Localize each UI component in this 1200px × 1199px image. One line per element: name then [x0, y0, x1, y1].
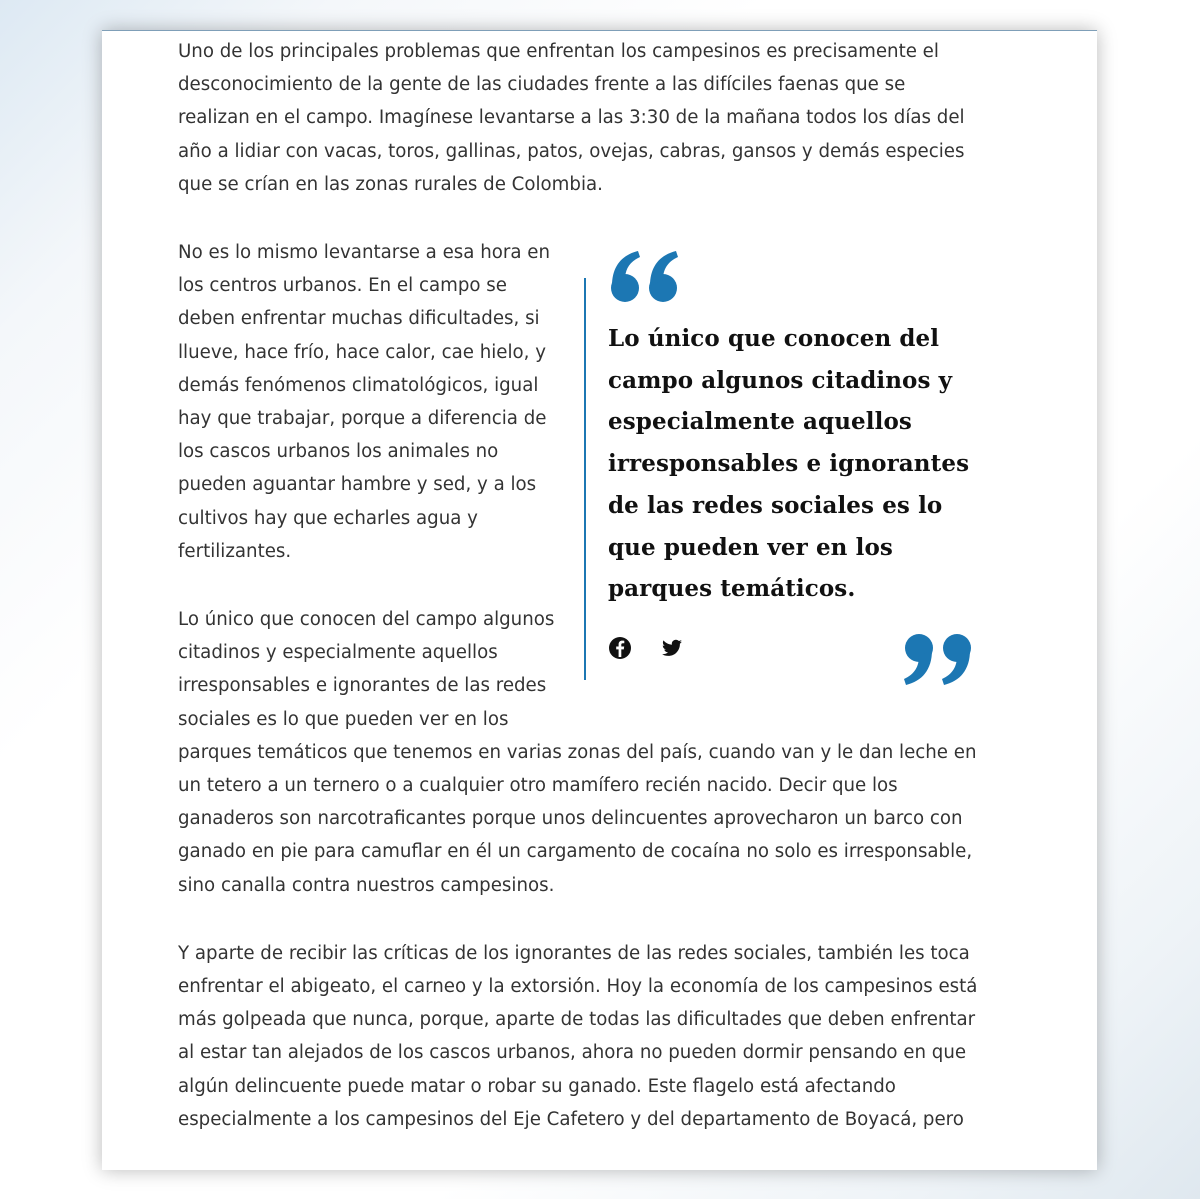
article-sheet: [102, 30, 1097, 1170]
article-paragraph-3: Lo único que conocen del campo algunos citadinos y especialmente aquellos irresponsables e ignorantes de las redes sociales es lo que pueden ver en los parques temáticos que tenemos en varias zonas del país, cuando van y le dan leche en un tetero a un ternero o a cualquier otro mamífero recién nacido. Decir que los ganaderos son narcotraficantes porque unos delincuentes aprovecharon un barco con ganado en pie para camuflar en él un cargamento de cocaína no solo es irresponsable, sino canalla contra nuestros campesinos.: [178, 609, 977, 896]
pullquote: [584, 278, 978, 680]
quote-open-icon: [608, 250, 684, 304]
article-paragraph-2: No es lo mismo levantarse a esa hora en los centros urbanos. En el campo se deben enfrentar muchas dificultades, si llueve, hace frío, hace calor, cae hielo, y demás fenómenos climatológicos, igual hay que trabajar, porque a diferencia de los cascos urbanos los animales no pueden aguantar hambre y sed, y a los cultivos hay que echarles agua y fertilizantes.: [178, 242, 550, 562]
facebook-icon[interactable]: [608, 636, 634, 662]
article-body: [178, 35, 978, 1170]
twitter-icon[interactable]: [660, 636, 686, 662]
article-paragraph-4: Y aparte de recibir las críticas de los ignorantes de las redes sociales, también les toca enfrentar el abigeato, el carneo y la extorsión. Hoy la economía de los campesinos está más golpeada que nunca, porque, aparte de todas las dificultades que deben enfrentar al estar tan alejados de los cascos urbanos, ahora no pueden dormir pensando en que algún delincuente puede matar o robar su ganado. Este flagelo está afectando especialmente a los campesinos del Eje Cafetero y del departamento de Boyacá, pero: [178, 942, 978, 1130]
article-paragraph-1: Uno de los principales problemas que enfrentan los campesinos es precisamente el desconocimiento de la gente de las ciudades frente a las difíciles faenas que se realizan en el campo. Imagínese levantarse a las 3:30 de la mañana todos los días del año a lidiar con vacas, toros, gallinas, patos, ovejas, cabras, gansos y demás especies que se crían en las zonas rurales de Colombia.: [178, 41, 965, 195]
pullquote-text: Lo único que conocen del campo algunos citadinos y especialmente aquellos irresponsables e ignorantes de las redes sociales es lo que pueden ver en los parques temáticos.: [608, 325, 970, 603]
quote-close-icon: [898, 632, 974, 686]
